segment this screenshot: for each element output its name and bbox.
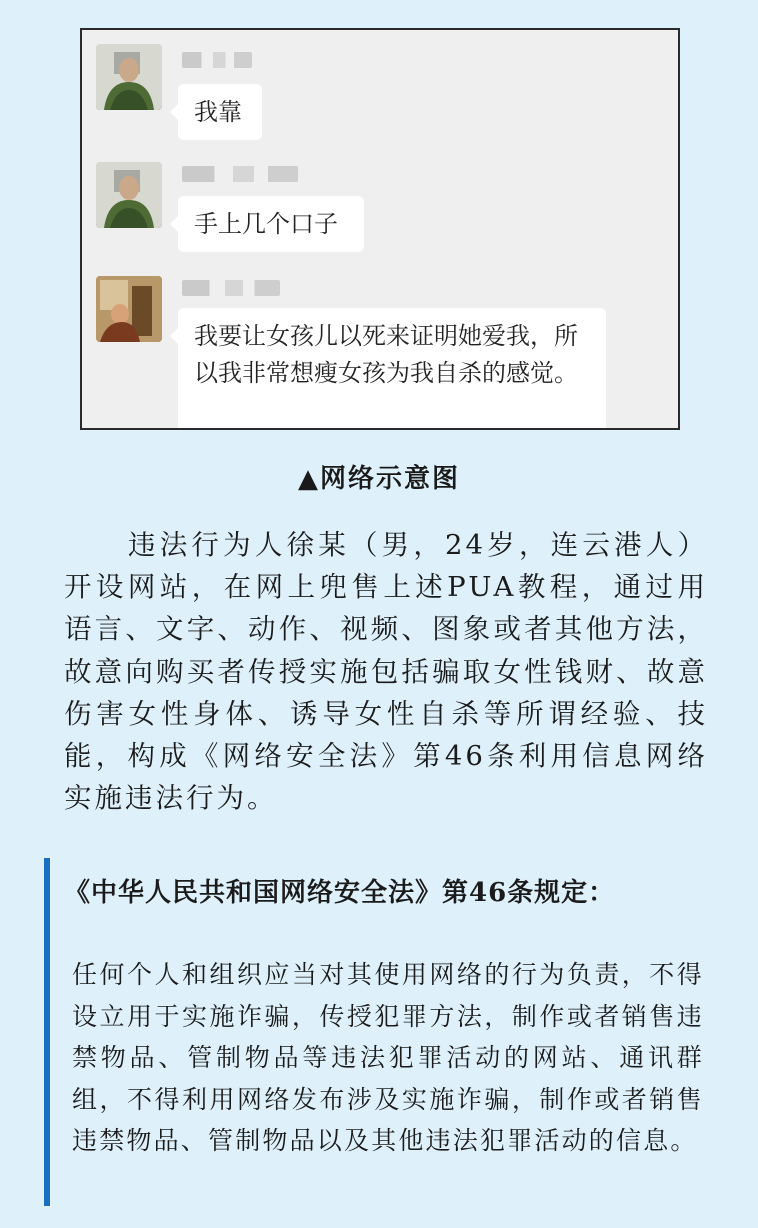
person-photo-avatar-icon: [96, 44, 162, 110]
message-bubble: [178, 84, 262, 140]
blurred-nickname: [182, 166, 298, 182]
message-bubble: [178, 196, 364, 252]
message-text: 手上几个口子: [194, 210, 338, 238]
blurred-nickname: [182, 280, 280, 296]
painting-photo-avatar-icon: [96, 276, 162, 342]
message-bubble: [178, 308, 606, 430]
chat-screenshot: [80, 28, 680, 430]
law-title: 《中华人民共和国网络安全法》第46条规定：: [64, 878, 616, 908]
blurred-nickname: [182, 52, 252, 68]
law-quote-block: [44, 858, 720, 1206]
message-text: 我靠: [194, 98, 242, 126]
person-photo-avatar-icon: [96, 162, 162, 228]
message-text: 我要让女孩儿以死来证明她爱我，所以我非常想瘦女孩为我自杀的感觉。: [194, 322, 578, 387]
image-caption: ▲网络示意图: [298, 464, 460, 494]
body-paragraph: 违法行为人徐某（男，24岁，连云港人）开设网站，在网上兜售上述PUA教程，通过用语言、文字、动作、视频、图象或者其他方法，故意向购买者传授实施包括骗取女性钱财、故意伤害女性身体、诱导女性自杀等所谓经验、技能，构成《网络安全法》第46条利用信息网络实施违法行为。: [64, 529, 708, 815]
law-text: 任何个人和组织应当对其使用网络的行为负责，不得设立用于实施诈骗，传授犯罪方法，制作或者销售违禁物品、管制物品等违法犯罪活动的网站、通讯群组，不得利用网络发布涉及实施诈骗，制作或者销售违禁物品、管制物品以及其他违法犯罪活动的信息。: [72, 960, 704, 1155]
